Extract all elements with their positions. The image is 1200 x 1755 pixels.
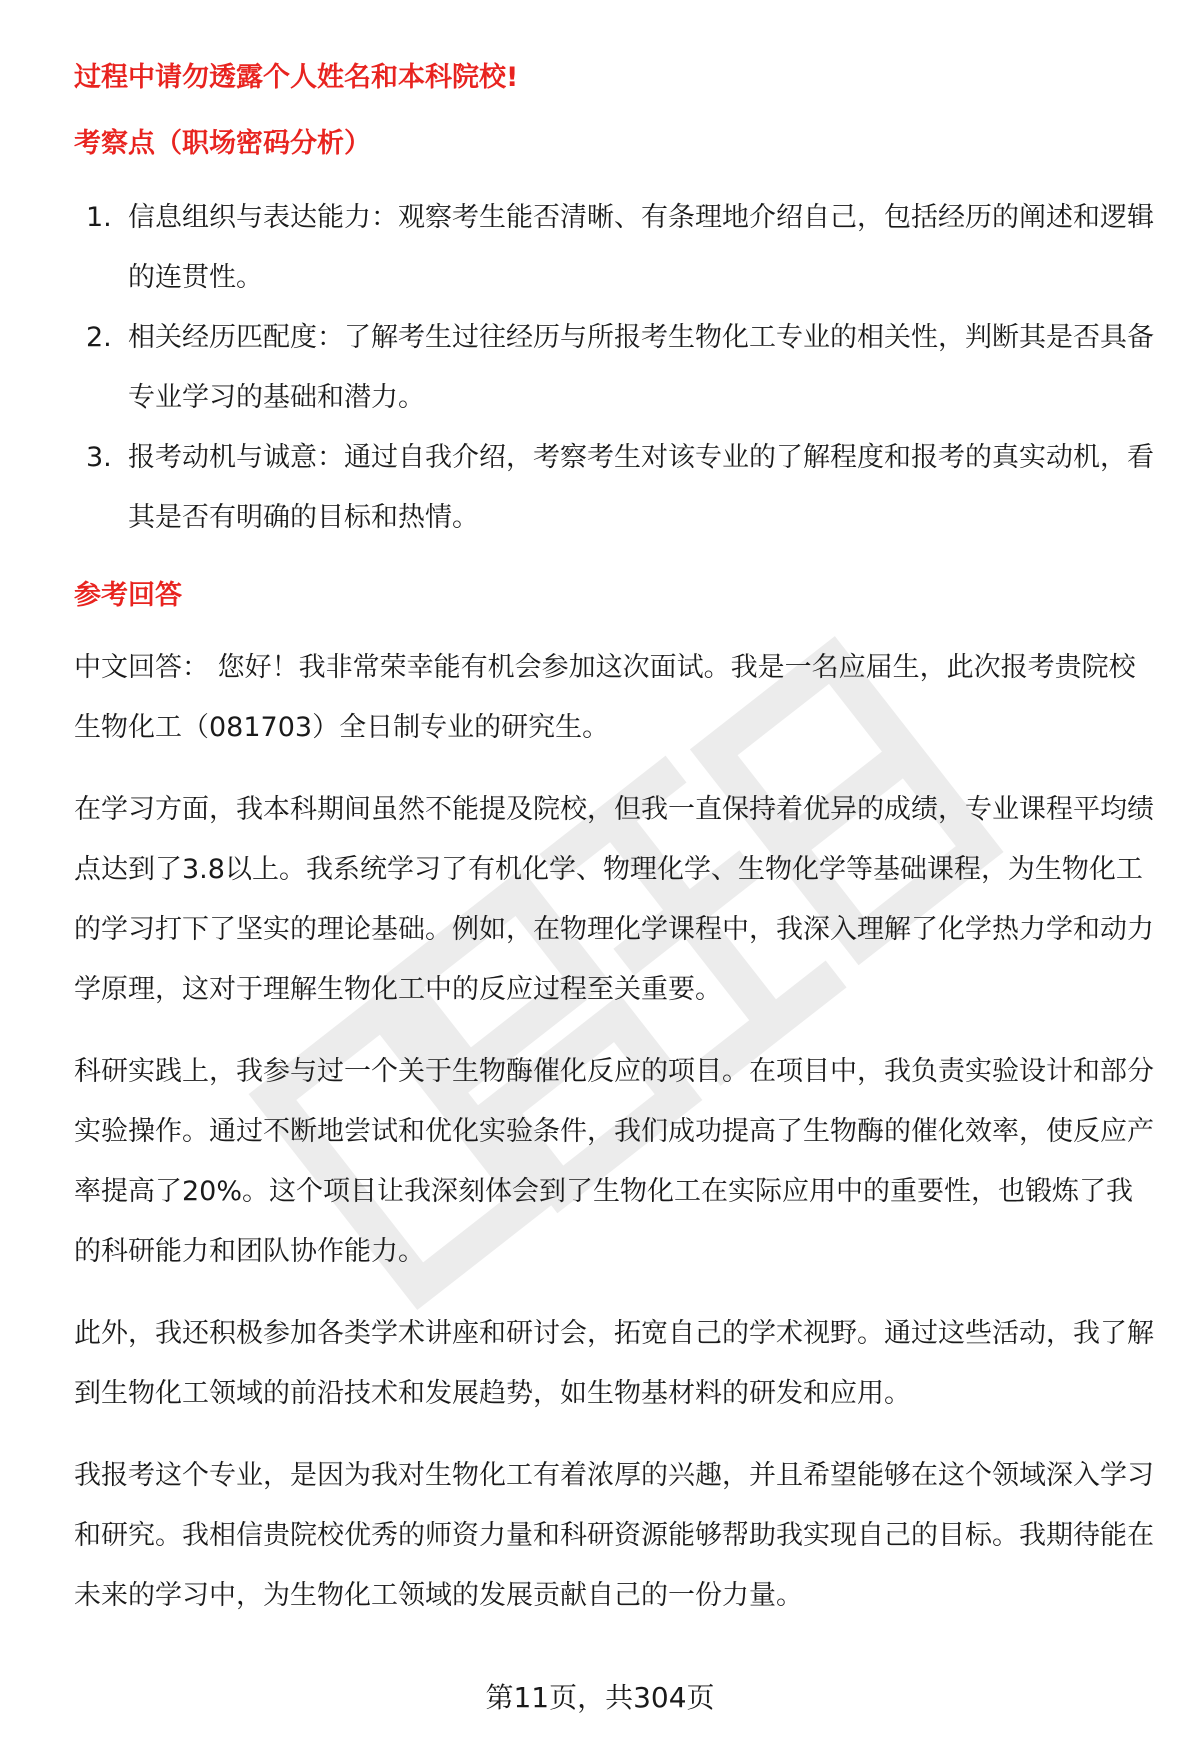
list-item-number: 2.	[86, 322, 112, 353]
list-item-number: 1.	[86, 202, 112, 233]
list-item-text: 相关经历匹配度：了解考生过往经历与所报考生物化工专业的相关性，判断其是否具备专业学习的基础和潜力。	[128, 322, 1154, 413]
list-item	[74, 188, 1154, 308]
answer-paragraph: 在学习方面，我本科期间虽然不能提及院校，但我一直保持着优异的成绩，专业课程平均绩点达到了3.8以上。我系统学习了有机化学、物理化学、生物化学等基础课程，为生物化工的学习打下了坚实的理论基础。例如，在物理化学课程中，我深入理解了化学热力学和动力学原理，这对于理解生物化工中的反应过程至关重要。	[74, 794, 1154, 1005]
list-item-text: 信息组织与表达能力：观察考生能否清晰、有条理地介绍自己，包括经历的阐述和逻辑的连贯性。	[128, 202, 1154, 293]
list-item	[74, 428, 1154, 548]
page-number-footer: 第11页，共304页	[485, 1681, 715, 1714]
list-item-number: 3.	[86, 442, 112, 473]
privacy-warning: 过程中请勿透露个人姓名和本科院校!	[74, 62, 519, 93]
answer-paragraph: 此外，我还积极参加各类学术讲座和研讨会，拓宽自己的学术视野。通过这些活动，我了解到生物化工领域的前沿技术和发展趋势，如生物基材料的研发和应用。	[74, 1318, 1154, 1409]
list-item-text: 报考动机与诚意：通过自我介绍，考察考生对该专业的了解程度和报考的真实动机，看其是否有明确的目标和热情。	[128, 442, 1154, 533]
exam-points-list	[74, 188, 1154, 548]
reference-answer-heading: 参考回答	[74, 580, 182, 611]
list-item	[74, 308, 1154, 428]
answer-paragraph: 中文回答： 您好！我非常荣幸能有机会参加这次面试。我是一名应届生，此次报考贵院校生物化工（081703）全日制专业的研究生。	[74, 652, 1136, 743]
exam-points-heading: 考察点（职场密码分析）	[74, 128, 371, 159]
document-content	[74, 58, 1154, 1626]
answer-paragraph: 我报考这个专业，是因为我对生物化工有着浓厚的兴趣，并且希望能够在这个领域深入学习和研究。我相信贵院校优秀的师资力量和科研资源能够帮助我实现自己的目标。我期待能在未来的学习中，为生物化工领域的发展贡献自己的一份力量。	[74, 1460, 1154, 1611]
answer-paragraph: 科研实践上，我参与过一个关于生物酶催化反应的项目。在项目中，我负责实验设计和部分实验操作。通过不断地尝试和优化实验条件，我们成功提高了生物酶的催化效率，使反应产率提高了20%。这个项目让我深刻体会到了生物化工在实际应用中的重要性，也锻炼了我的科研能力和团队协作能力。	[74, 1056, 1154, 1267]
